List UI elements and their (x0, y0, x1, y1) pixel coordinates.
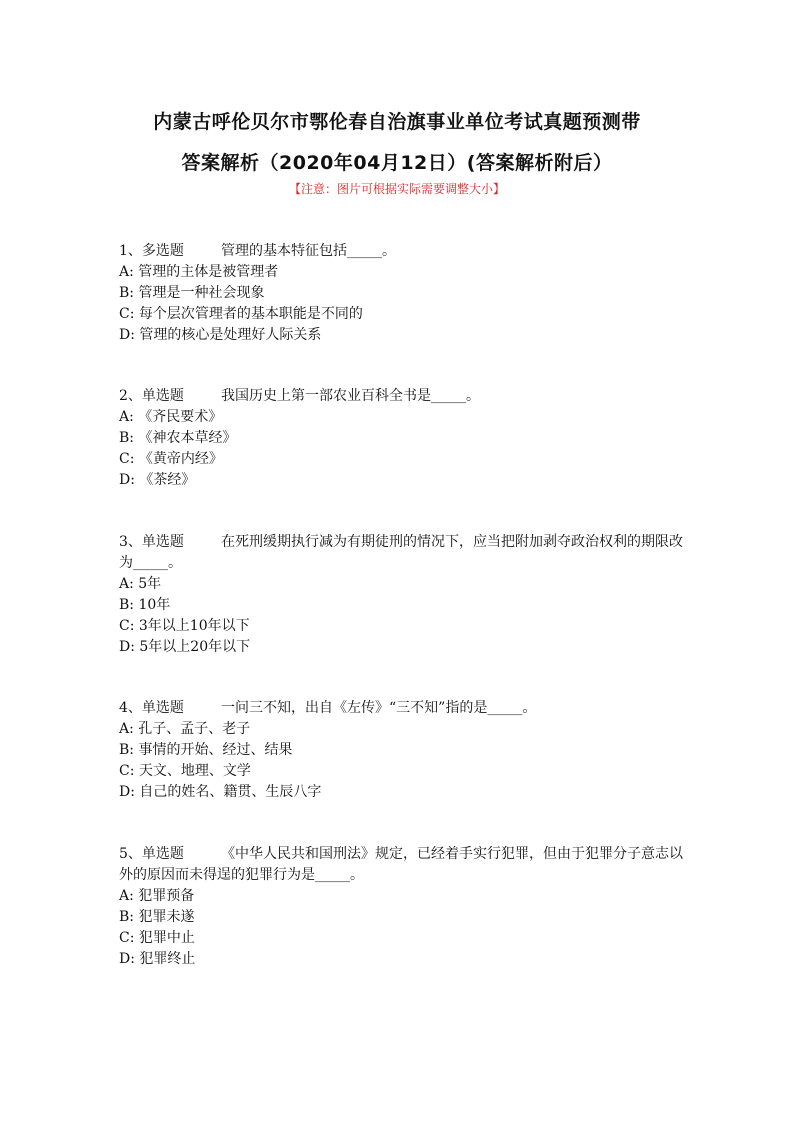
option-d: D: 犯罪终止 (119, 951, 196, 967)
option-d: D: 管理的核心是处理好人际关系 (119, 327, 322, 343)
option-c: C: 每个层次管理者的基本职能是不同的 (119, 306, 363, 322)
option-a: A: 《齐民要术》 (119, 409, 223, 425)
option-b: B: 10年 (119, 597, 171, 613)
option-b: B: 事情的开始、经过、结果 (119, 742, 293, 758)
question-number-type: 1、多选题 (119, 243, 184, 259)
question-4 (119, 698, 689, 803)
question-number-type: 5、单选题 (119, 846, 184, 862)
question-5 (119, 844, 689, 970)
option-a: A: 犯罪预备 (119, 888, 195, 904)
option-c: C: 《黄帝内经》 (119, 451, 223, 467)
question-stem: 在死刑缓期执行减为有期徒刑的情况下，应当把附加剥夺政治权利的期限改为_____。 (119, 534, 683, 571)
question-number-type: 4、单选题 (119, 700, 184, 716)
option-c: C: 犯罪中止 (119, 930, 195, 946)
option-a: A: 5年 (119, 576, 162, 592)
question-header (119, 532, 689, 574)
question-number-type: 3、单选题 (119, 534, 184, 550)
question-stem: 一问三不知，出自《左传》“三不知”指的是_____。 (221, 700, 537, 716)
option-b: B: 管理是一种社会现象 (119, 285, 265, 301)
question-stem: 管理的基本特征包括_____。 (221, 243, 396, 259)
image-size-notice: 【注意：图片可根据实际需要调整大小】 (288, 182, 505, 196)
option-b: B: 犯罪未遂 (119, 909, 195, 925)
question-stem: 我国历史上第一部农业百科全书是_____。 (221, 388, 480, 404)
question-3 (119, 532, 689, 658)
option-c: C: 天文、地理、文学 (119, 763, 251, 779)
document-title-line1: 内蒙古呼伦贝尔市鄂伦春自治旗事业单位考试真题预测带 (153, 111, 641, 133)
option-a: A: 管理的主体是被管理者 (119, 264, 279, 280)
option-b: B: 《神农本草经》 (119, 430, 237, 446)
option-d: D: 自己的姓名、籍贯、生辰八字 (119, 784, 322, 800)
question-header (119, 844, 689, 886)
option-c: C: 3年以上10年以下 (119, 618, 250, 634)
question-2 (119, 386, 689, 491)
question-header (119, 698, 689, 719)
question-header (119, 241, 689, 262)
question-stem: 《中华人民共和国刑法》规定，已经着手实行犯罪，但由于犯罪分子意志以外的原因而未得逞的犯罪行为是_____。 (119, 846, 683, 883)
question-number-type: 2、单选题 (119, 388, 184, 404)
document-title-line2: 答案解析（2020年04月12日）(答案解析附后） (181, 152, 613, 174)
question-header (119, 386, 689, 407)
option-d: D: 5年以上20年以下 (119, 639, 251, 655)
option-d: D: 《茶经》 (119, 472, 196, 488)
option-a: A: 孔子、孟子、老子 (119, 721, 251, 737)
question-1 (119, 241, 689, 346)
